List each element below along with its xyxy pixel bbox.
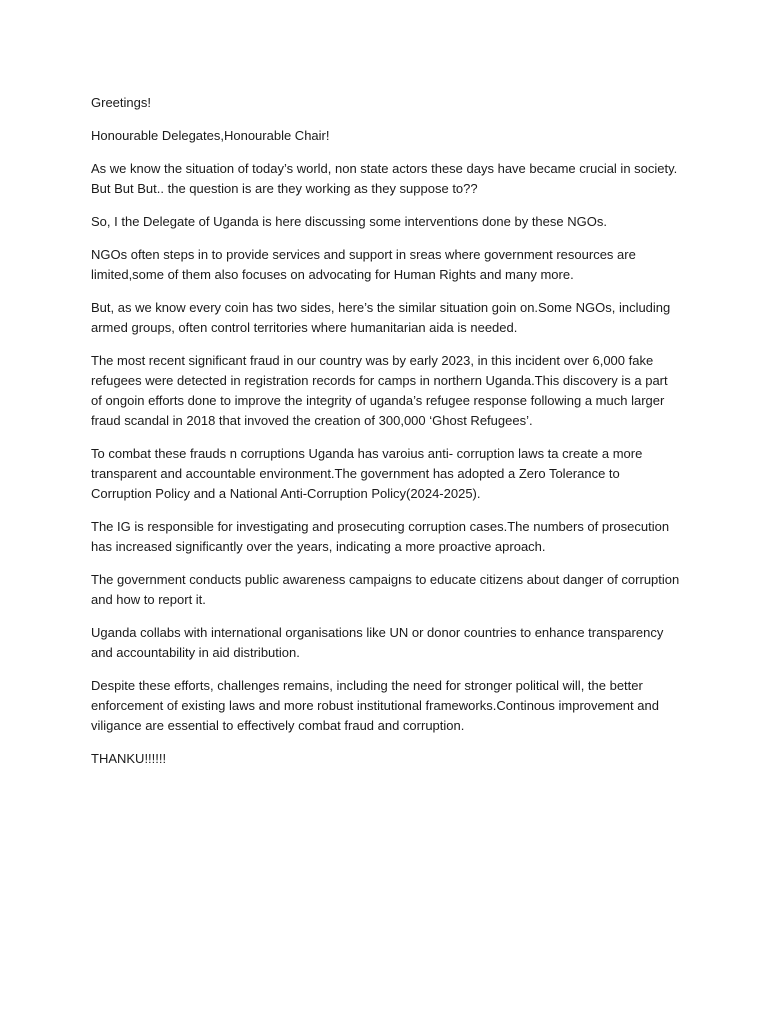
body-paragraph: But, as we know every coin has two sides, here’s the similar situation goin on.Some NGOs, including armed groups, often control territories where humanitarian aida is needed.: [91, 300, 671, 335]
body-paragraph: As we know the situation of today’s world, non state actors these days have became crucial in society. But But But.. the question is are they working as they suppose to??: [91, 161, 678, 196]
body-paragraph: The IG is responsible for investigating and prosecuting corruption cases.The numbers of prosecution has increased significantly over the years, indicating a more proactive aproach.: [91, 519, 670, 554]
body-paragraph: So, I the Delegate of Uganda is here discussing some interventions done by these NGOs.: [91, 214, 607, 229]
body-paragraph: The government conducts public awareness campaigns to educate citizens about danger of corruption and how to report it.: [91, 572, 680, 607]
body-paragraph: To combat these frauds n corruptions Uganda has varoius anti- corruption laws ta create a more transparent and accountable environment.The government has adopted a Zero Tolerance to Corruption Policy and a National Anti-Corruption Policy(2024-2025).: [91, 446, 643, 501]
body-paragraph: Uganda collabs with international organisations like UN or donor countries to enhance transparency and accountability in aid distribution.: [91, 625, 664, 660]
salutation-paragraph: Honourable Delegates,Honourable Chair!: [91, 128, 330, 143]
greeting-paragraph: Greetings!: [91, 95, 151, 110]
body-paragraph: NGOs often steps in to provide services and support in sreas where government resources are limited,some of them also focuses on advocating for Human Rights and many more.: [91, 247, 636, 282]
document-body: [91, 93, 681, 782]
body-paragraph: The most recent significant fraud in our country was by early 2023, in this incident over 6,000 fake refugees were detected in registration records for camps in northern Uganda.This discovery is a part of ongoin efforts done to improve the integrity of uganda’s refugee response following a much larger fraud scandal in 2018 that invoved the creation of 300,000 ‘Ghost Refugees’.: [91, 353, 668, 428]
body-paragraph: Despite these efforts, challenges remains, including the need for stronger political will, the better enforcement of existing laws and more robust institutional frameworks.Continous improvement and viligance are essential to effectively combat fraud and corruption.: [91, 678, 659, 733]
closing-paragraph: THANKU!!!!!!: [91, 751, 167, 766]
